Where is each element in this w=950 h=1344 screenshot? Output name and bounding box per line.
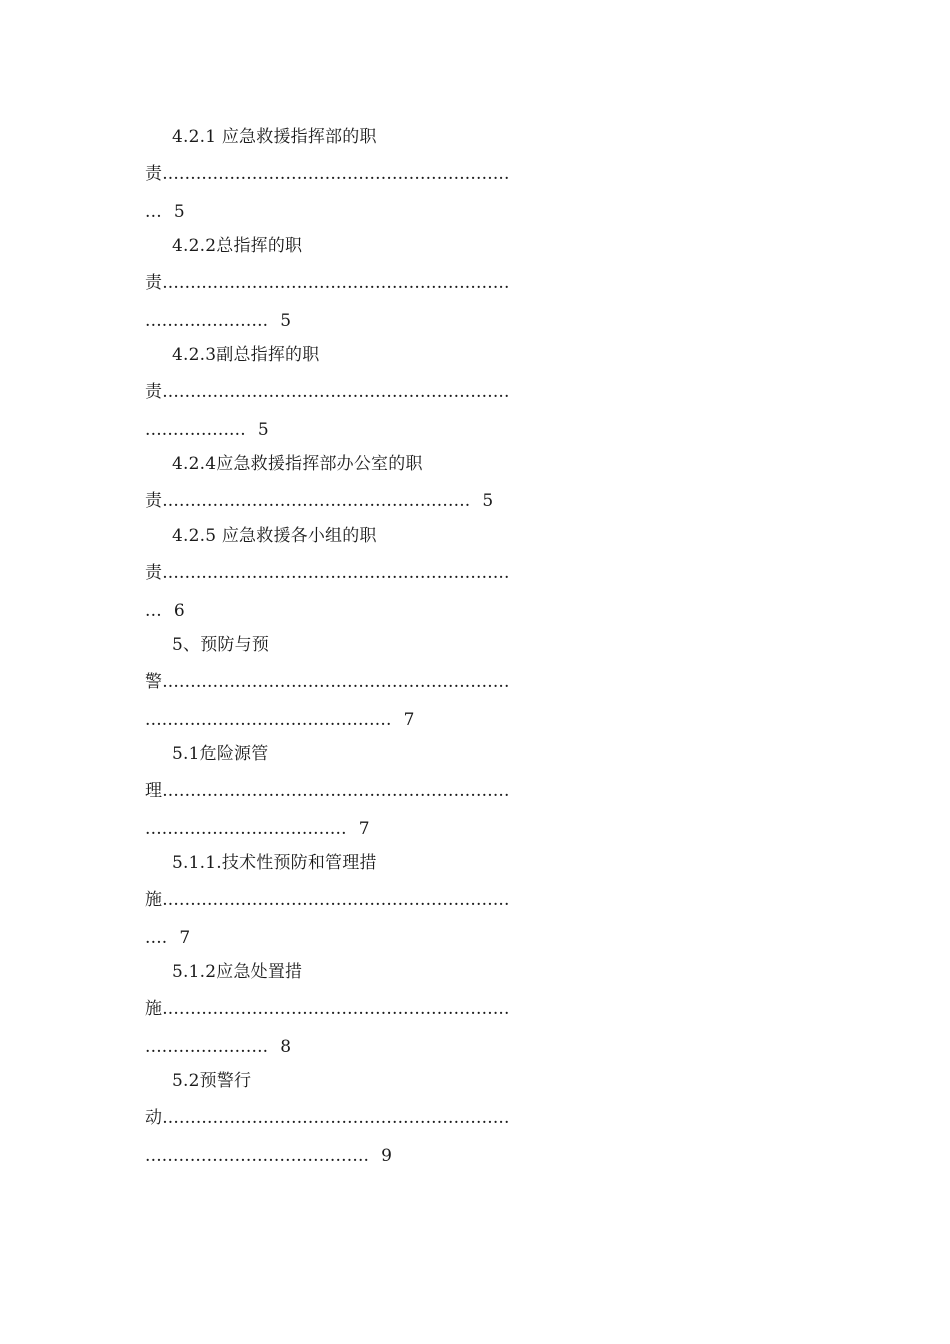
toc-dots: .............................................................. bbox=[162, 781, 510, 801]
toc-dots: ............................................ bbox=[145, 710, 392, 730]
toc-heading-tail: 动 bbox=[145, 1108, 163, 1128]
toc-page-number: 5 bbox=[257, 420, 269, 440]
toc-page-number: 9 bbox=[381, 1146, 393, 1166]
toc-dots: ...................... bbox=[145, 1037, 269, 1057]
toc-page-line bbox=[145, 599, 185, 623]
toc-dots: .............................................................. bbox=[162, 672, 510, 692]
toc-heading-tail: 责 bbox=[145, 382, 163, 402]
toc-dots: .... bbox=[145, 928, 168, 948]
toc-heading: 4.2.1 应急救援指挥部的职 bbox=[172, 127, 377, 147]
toc-heading-tail: 施 bbox=[145, 999, 163, 1019]
toc-page-line bbox=[145, 418, 269, 442]
toc-leader-line bbox=[145, 561, 510, 585]
toc-heading-tail: 施 bbox=[145, 890, 163, 910]
toc-dots: .............................................................. bbox=[162, 164, 510, 184]
toc-dots: .............................................................. bbox=[162, 563, 510, 583]
toc-heading: 4.2.5 应急救援各小组的职 bbox=[172, 526, 377, 546]
toc-leader-line bbox=[145, 670, 510, 694]
toc-dots: ....................................................... bbox=[162, 491, 471, 511]
toc-page-number: 8 bbox=[280, 1037, 292, 1057]
toc-heading-tail: 责 bbox=[145, 491, 163, 511]
toc-dots: .............................................................. bbox=[162, 890, 510, 910]
toc-dots: ........................................ bbox=[145, 1146, 370, 1166]
toc-heading-tail: 责 bbox=[145, 563, 163, 583]
toc-page-line bbox=[145, 200, 185, 224]
toc-heading-tail: 责 bbox=[145, 273, 163, 293]
toc-dots: ... bbox=[145, 202, 162, 222]
toc-heading: 4.2.4应急救援指挥部办公室的职 bbox=[172, 454, 423, 474]
toc-leader-line bbox=[145, 380, 510, 404]
toc-page-number: 5 bbox=[280, 311, 292, 331]
toc-page-number: 7 bbox=[403, 710, 415, 730]
toc-leader-line bbox=[145, 489, 493, 513]
toc-page-number: 7 bbox=[358, 819, 370, 839]
toc-page-line bbox=[145, 817, 370, 841]
toc-dots: .................................... bbox=[145, 819, 347, 839]
toc-dots: .............................................................. bbox=[162, 273, 510, 293]
toc-dots: .............................................................. bbox=[162, 1108, 510, 1128]
toc-heading: 4.2.3副总指挥的职 bbox=[172, 345, 320, 365]
toc-page-line bbox=[145, 708, 415, 732]
toc-heading: 5.1.2应急处置措 bbox=[172, 962, 303, 982]
toc-page-number: 7 bbox=[179, 928, 191, 948]
toc-page-number: 5 bbox=[173, 202, 185, 222]
toc-heading: 5、预防与预 bbox=[172, 635, 270, 655]
toc-leader-line bbox=[145, 1106, 510, 1130]
toc-page-line bbox=[145, 926, 190, 950]
toc-heading-tail: 责 bbox=[145, 164, 163, 184]
toc-heading-tail: 警 bbox=[145, 672, 163, 692]
toc-leader-line bbox=[145, 888, 510, 912]
toc-page-number: 6 bbox=[173, 601, 185, 621]
toc-heading: 5.1危险源管 bbox=[172, 744, 269, 764]
toc-heading: 5.2预警行 bbox=[172, 1071, 252, 1091]
toc-page-line bbox=[145, 1035, 291, 1059]
toc-page-number: 5 bbox=[482, 491, 494, 511]
toc-leader-line bbox=[145, 162, 510, 186]
toc-heading: 5.1.1.技术性预防和管理措 bbox=[172, 853, 377, 873]
toc-page-line bbox=[145, 1144, 392, 1168]
toc-dots: ...................... bbox=[145, 311, 269, 331]
toc-leader-line bbox=[145, 779, 510, 803]
toc-dots: .................. bbox=[145, 420, 246, 440]
toc-dots: .............................................................. bbox=[162, 999, 510, 1019]
toc-leader-line bbox=[145, 271, 510, 295]
toc-dots: .............................................................. bbox=[162, 382, 510, 402]
toc-page-line bbox=[145, 309, 291, 333]
toc-dots: ... bbox=[145, 601, 162, 621]
toc-heading: 4.2.2总指挥的职 bbox=[172, 236, 303, 256]
toc-heading-tail: 理 bbox=[145, 781, 163, 801]
toc-leader-line bbox=[145, 997, 510, 1021]
